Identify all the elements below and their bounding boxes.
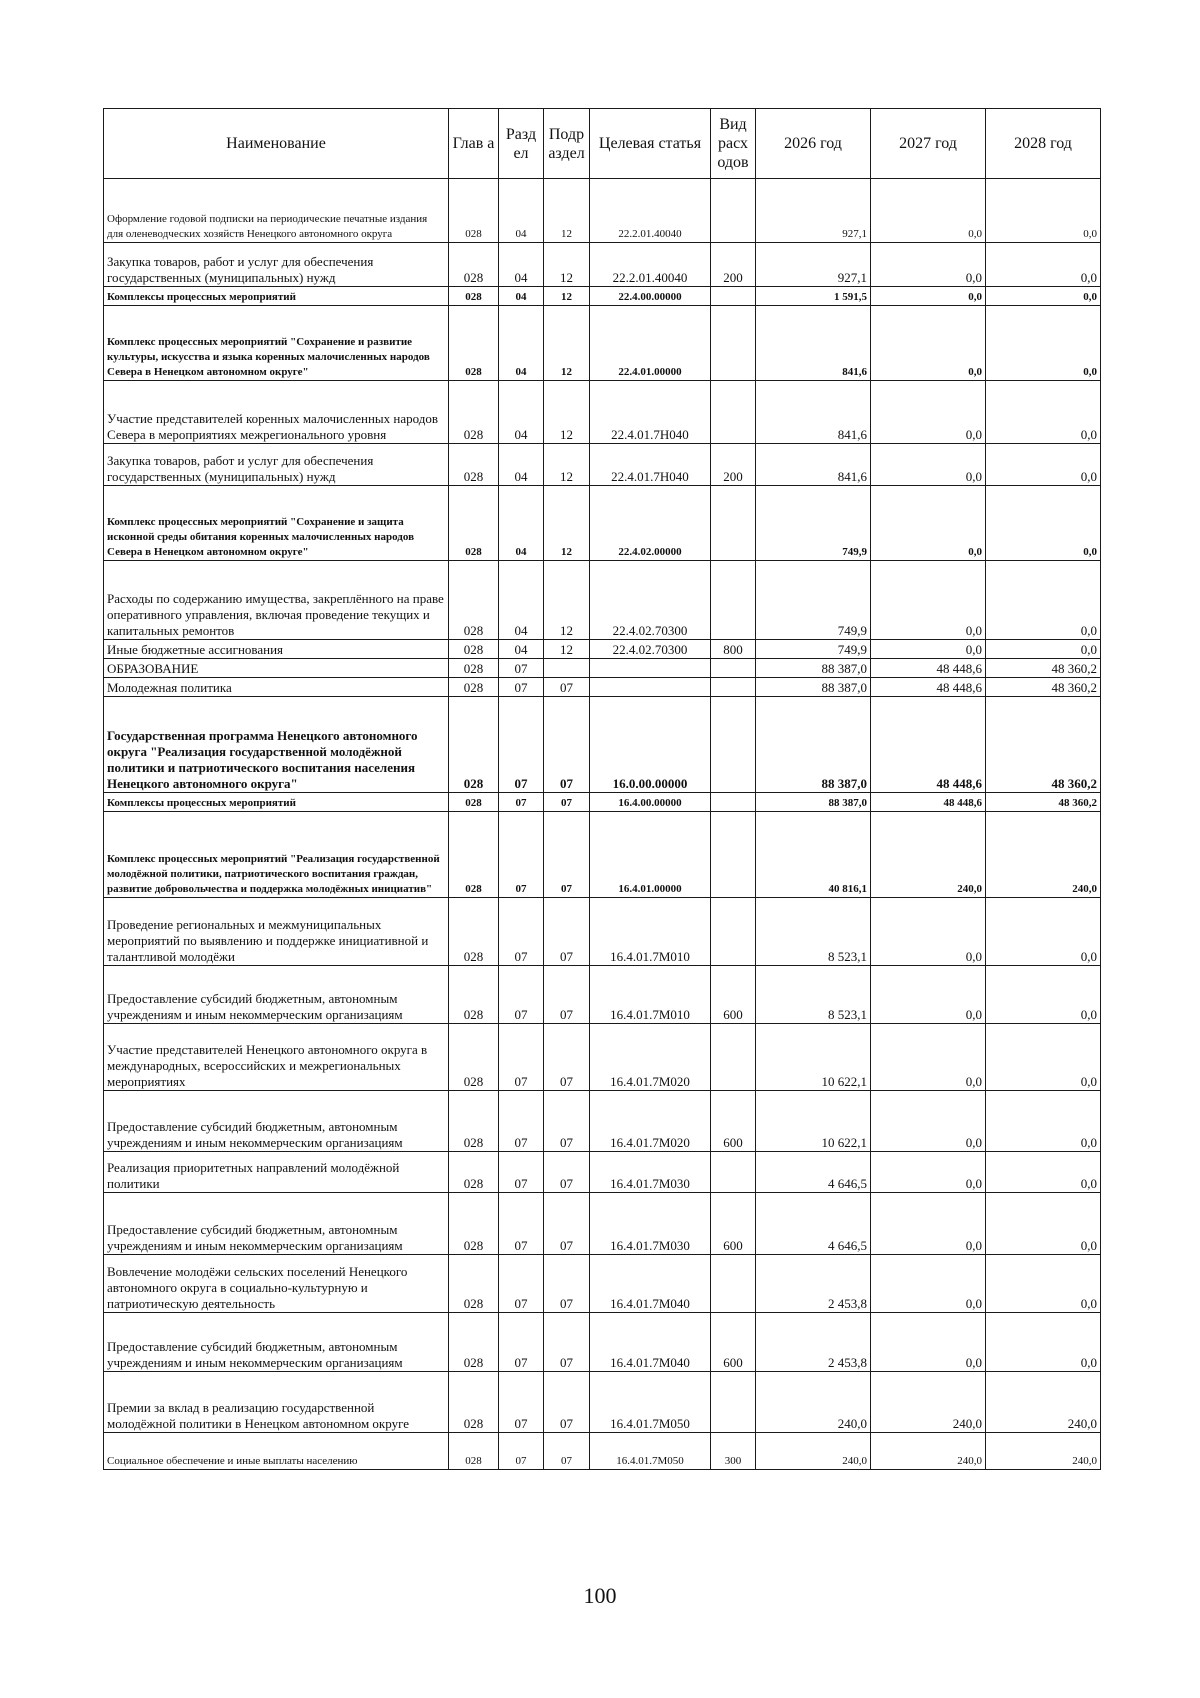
table-row <box>104 1313 1101 1372</box>
cell-glava: 028 <box>449 1313 499 1372</box>
cell-glava: 028 <box>449 659 499 678</box>
cell-razdel: 07 <box>499 697 544 793</box>
cell-name <box>104 659 449 678</box>
cell-y2026: 2 453,8 <box>756 1313 871 1372</box>
cell-y2027: 0,0 <box>871 1193 986 1255</box>
cell-name <box>104 1433 449 1470</box>
cell-podrazdel: 07 <box>544 898 590 966</box>
cell-glava: 028 <box>449 1372 499 1433</box>
cell-y2028: 48 360,2 <box>986 697 1101 793</box>
cell-y2027: 0,0 <box>871 306 986 381</box>
table-row <box>104 561 1101 640</box>
cell-y2028: 0,0 <box>986 1193 1101 1255</box>
cell-podrazdel: 07 <box>544 1433 590 1470</box>
cell-podrazdel: 12 <box>544 381 590 444</box>
cell-y2026: 40 816,1 <box>756 812 871 898</box>
cell-y2026: 2 453,8 <box>756 1255 871 1313</box>
cell-y2028: 0,0 <box>986 640 1101 659</box>
cell-y2028: 0,0 <box>986 287 1101 306</box>
table-row <box>104 179 1101 243</box>
cell-y2026: 927,1 <box>756 243 871 287</box>
cell-razdel: 04 <box>499 243 544 287</box>
cell-name-text: Оформление годовой подписки на периодические печатные издания для оленеводческих хозяйств Ненецкого автономного округа <box>107 213 428 240</box>
cell-glava: 028 <box>449 1193 499 1255</box>
cell-name <box>104 381 449 444</box>
cell-vid: 600 <box>711 1091 756 1152</box>
cell-glava: 028 <box>449 444 499 486</box>
cell-target: 16.0.00.00000 <box>590 697 711 793</box>
cell-razdel: 07 <box>499 966 544 1024</box>
cell-name-text: Закупка товаров, работ и услуг для обеспечения государственных (муниципальных) нужд <box>107 453 374 484</box>
cell-target: 16.4.01.00000 <box>590 812 711 898</box>
cell-target: 16.4.01.7М010 <box>590 898 711 966</box>
cell-y2026: 240,0 <box>756 1433 871 1470</box>
cell-vid: 600 <box>711 1193 756 1255</box>
cell-glava: 028 <box>449 1024 499 1091</box>
cell-podrazdel: 12 <box>544 243 590 287</box>
cell-name <box>104 678 449 697</box>
table-row <box>104 793 1101 812</box>
table-row <box>104 697 1101 793</box>
cell-podrazdel: 07 <box>544 1193 590 1255</box>
table-row <box>104 966 1101 1024</box>
cell-y2026: 749,9 <box>756 640 871 659</box>
cell-podrazdel: 07 <box>544 1091 590 1152</box>
cell-name-text: Молодежная политика <box>107 680 232 695</box>
cell-y2028: 240,0 <box>986 1372 1101 1433</box>
cell-name-text: Комплекс процессных мероприятий "Реализация государственной молодёжной политики, патриотического воспитания граждан, развитие добровольчества и поддержка молодёжных инициатив" <box>107 853 440 895</box>
cell-name <box>104 1152 449 1193</box>
cell-vid <box>711 1024 756 1091</box>
cell-glava: 028 <box>449 1433 499 1470</box>
cell-y2026: 88 387,0 <box>756 659 871 678</box>
cell-y2026: 841,6 <box>756 381 871 444</box>
cell-glava: 028 <box>449 640 499 659</box>
cell-name <box>104 640 449 659</box>
header-vid: Вид расх одов <box>711 109 756 179</box>
table-row <box>104 1372 1101 1433</box>
cell-vid <box>711 1152 756 1193</box>
table-row <box>104 1091 1101 1152</box>
cell-name <box>104 243 449 287</box>
cell-y2026: 88 387,0 <box>756 678 871 697</box>
cell-name-text: Расходы по содержанию имущества, закреплённого на праве оперативного управления, включая проведение текущих и капитальных ремонтов <box>107 591 444 638</box>
budget-table <box>103 108 1101 1470</box>
cell-target: 16.4.01.7М010 <box>590 966 711 1024</box>
cell-name <box>104 179 449 243</box>
cell-podrazdel: 07 <box>544 966 590 1024</box>
cell-target <box>590 659 711 678</box>
table-row <box>104 287 1101 306</box>
cell-y2028: 48 360,2 <box>986 678 1101 697</box>
cell-vid <box>711 659 756 678</box>
cell-podrazdel <box>544 659 590 678</box>
header-name: Наименование <box>104 109 449 179</box>
cell-podrazdel: 12 <box>544 306 590 381</box>
cell-y2028: 240,0 <box>986 812 1101 898</box>
cell-vid <box>711 287 756 306</box>
cell-podrazdel: 07 <box>544 1152 590 1193</box>
cell-razdel: 07 <box>499 1091 544 1152</box>
cell-y2027: 0,0 <box>871 1255 986 1313</box>
cell-y2028: 0,0 <box>986 306 1101 381</box>
cell-vid <box>711 812 756 898</box>
cell-y2027: 0,0 <box>871 444 986 486</box>
cell-glava: 028 <box>449 243 499 287</box>
cell-y2026: 88 387,0 <box>756 697 871 793</box>
cell-name-text: Участие представителей коренных малочисленных народов Севера в мероприятиях межрегионального уровня <box>107 411 439 442</box>
cell-podrazdel: 12 <box>544 640 590 659</box>
table-row <box>104 444 1101 486</box>
header-2028: 2028 год <box>986 109 1101 179</box>
cell-y2027: 48 448,6 <box>871 793 986 812</box>
cell-name-text: Комплексы процессных мероприятий <box>107 291 296 303</box>
cell-vid: 600 <box>711 966 756 1024</box>
cell-y2026: 841,6 <box>756 306 871 381</box>
cell-podrazdel: 07 <box>544 1313 590 1372</box>
page-number: 100 <box>583 1583 617 1608</box>
table-row <box>104 812 1101 898</box>
cell-y2026: 88 387,0 <box>756 793 871 812</box>
cell-target: 16.4.01.7М040 <box>590 1313 711 1372</box>
cell-y2027: 0,0 <box>871 966 986 1024</box>
cell-vid: 200 <box>711 243 756 287</box>
header-2026: 2026 год <box>756 109 871 179</box>
cell-name-text: Государственная программа Ненецкого автономного округа "Реализация государственной молодёжной политики и патриотического воспитания населения Ненецкого автономного округа" <box>107 728 418 791</box>
table-body <box>104 179 1101 1470</box>
cell-y2028: 48 360,2 <box>986 659 1101 678</box>
cell-vid <box>711 561 756 640</box>
header-razdel: Разд ел <box>499 109 544 179</box>
cell-name-text: Комплексы процессных мероприятий <box>107 797 296 809</box>
cell-name-text: Социальное обеспечение и иные выплаты населению <box>107 1455 358 1467</box>
cell-vid <box>711 179 756 243</box>
cell-podrazdel: 07 <box>544 1024 590 1091</box>
cell-y2027: 0,0 <box>871 179 986 243</box>
cell-name-text: Иные бюджетные ассигнования <box>107 642 284 657</box>
cell-y2027: 0,0 <box>871 287 986 306</box>
cell-podrazdel: 12 <box>544 287 590 306</box>
cell-razdel: 04 <box>499 561 544 640</box>
cell-target: 16.4.01.7М030 <box>590 1193 711 1255</box>
cell-name <box>104 1193 449 1255</box>
cell-y2026: 240,0 <box>756 1372 871 1433</box>
cell-razdel: 07 <box>499 1024 544 1091</box>
cell-y2028: 0,0 <box>986 966 1101 1024</box>
cell-name-text: Комплекс процессных мероприятий "Сохранение и развитие культуры, искусства и языка коренных малочисленных народов Севера в Ненецком автономном округе" <box>107 336 430 378</box>
cell-y2026: 8 523,1 <box>756 898 871 966</box>
cell-vid <box>711 486 756 561</box>
cell-y2027: 0,0 <box>871 898 986 966</box>
cell-razdel: 07 <box>499 1152 544 1193</box>
cell-name-text: Закупка товаров, работ и услуг для обеспечения государственных (муниципальных) нужд <box>107 254 374 285</box>
cell-razdel: 04 <box>499 179 544 243</box>
cell-glava: 028 <box>449 697 499 793</box>
cell-y2028: 0,0 <box>986 1091 1101 1152</box>
cell-glava: 028 <box>449 381 499 444</box>
cell-y2027: 0,0 <box>871 381 986 444</box>
cell-name <box>104 444 449 486</box>
cell-vid: 200 <box>711 444 756 486</box>
cell-y2027: 0,0 <box>871 561 986 640</box>
cell-name-text: Предоставление субсидий бюджетным, автономным учреждениям и иным некоммерческим организациям <box>107 1119 403 1150</box>
table-row <box>104 243 1101 287</box>
cell-podrazdel: 12 <box>544 486 590 561</box>
cell-razdel: 07 <box>499 1193 544 1255</box>
cell-name-text: ОБРАЗОВАНИЕ <box>107 661 199 676</box>
cell-vid <box>711 697 756 793</box>
cell-glava: 028 <box>449 306 499 381</box>
cell-y2028: 0,0 <box>986 444 1101 486</box>
cell-podrazdel: 07 <box>544 793 590 812</box>
cell-glava: 028 <box>449 678 499 697</box>
cell-name <box>104 793 449 812</box>
cell-target: 16.4.01.7М050 <box>590 1433 711 1470</box>
cell-y2027: 0,0 <box>871 640 986 659</box>
cell-razdel: 04 <box>499 640 544 659</box>
cell-target: 22.4.01.00000 <box>590 306 711 381</box>
table-row <box>104 1024 1101 1091</box>
cell-y2028: 0,0 <box>986 381 1101 444</box>
cell-razdel: 04 <box>499 287 544 306</box>
cell-y2027: 0,0 <box>871 1152 986 1193</box>
cell-glava: 028 <box>449 179 499 243</box>
cell-y2028: 0,0 <box>986 1152 1101 1193</box>
cell-y2027: 0,0 <box>871 1091 986 1152</box>
cell-name <box>104 697 449 793</box>
cell-y2028: 0,0 <box>986 179 1101 243</box>
cell-y2026: 1 591,5 <box>756 287 871 306</box>
cell-podrazdel: 12 <box>544 179 590 243</box>
cell-vid: 300 <box>711 1433 756 1470</box>
cell-name-text: Реализация приоритетных направлений молодёжной политики <box>107 1160 400 1191</box>
cell-vid <box>711 898 756 966</box>
cell-vid <box>711 306 756 381</box>
cell-target: 22.2.01.40040 <box>590 243 711 287</box>
table-row <box>104 640 1101 659</box>
cell-razdel: 07 <box>499 1313 544 1372</box>
table-row <box>104 659 1101 678</box>
table-row <box>104 381 1101 444</box>
cell-razdel: 07 <box>499 678 544 697</box>
cell-razdel: 04 <box>499 444 544 486</box>
cell-y2026: 749,9 <box>756 561 871 640</box>
table-row <box>104 678 1101 697</box>
cell-name <box>104 486 449 561</box>
cell-y2027: 240,0 <box>871 812 986 898</box>
cell-glava: 028 <box>449 793 499 812</box>
cell-y2028: 0,0 <box>986 1024 1101 1091</box>
cell-razdel: 07 <box>499 1372 544 1433</box>
cell-podrazdel: 07 <box>544 678 590 697</box>
cell-target: 16.4.01.7М050 <box>590 1372 711 1433</box>
cell-razdel: 04 <box>499 381 544 444</box>
cell-vid: 800 <box>711 640 756 659</box>
cell-glava: 028 <box>449 1255 499 1313</box>
cell-name-text: Предоставление субсидий бюджетным, автономным учреждениям и иным некоммерческим организациям <box>107 991 403 1022</box>
cell-y2026: 749,9 <box>756 486 871 561</box>
cell-glava: 028 <box>449 486 499 561</box>
cell-name-text: Предоставление субсидий бюджетным, автономным учреждениям и иным некоммерческим организациям <box>107 1339 403 1370</box>
table-row <box>104 306 1101 381</box>
cell-y2026: 8 523,1 <box>756 966 871 1024</box>
cell-y2028: 0,0 <box>986 898 1101 966</box>
header-target: Целевая статья <box>590 109 711 179</box>
cell-target: 22.2.01.40040 <box>590 179 711 243</box>
cell-y2027: 48 448,6 <box>871 659 986 678</box>
cell-y2027: 48 448,6 <box>871 697 986 793</box>
cell-podrazdel: 07 <box>544 697 590 793</box>
header-2027: 2027 год <box>871 109 986 179</box>
cell-y2028: 0,0 <box>986 1313 1101 1372</box>
cell-target: 22.4.02.00000 <box>590 486 711 561</box>
cell-y2027: 0,0 <box>871 1313 986 1372</box>
cell-y2028: 0,0 <box>986 243 1101 287</box>
cell-target: 22.4.02.70300 <box>590 561 711 640</box>
cell-vid <box>711 1372 756 1433</box>
table-row <box>104 898 1101 966</box>
cell-vid <box>711 678 756 697</box>
cell-y2027: 48 448,6 <box>871 678 986 697</box>
table-row <box>104 486 1101 561</box>
cell-target <box>590 678 711 697</box>
cell-name-text: Премии за вклад в реализацию государственной молодёжной политики в Ненецком автономном округе <box>107 1400 409 1431</box>
header-podrazdel: Подр аздел <box>544 109 590 179</box>
cell-vid <box>711 1255 756 1313</box>
cell-y2026: 10 622,1 <box>756 1024 871 1091</box>
cell-y2027: 240,0 <box>871 1433 986 1470</box>
cell-razdel: 07 <box>499 898 544 966</box>
table-row <box>104 1193 1101 1255</box>
cell-podrazdel: 07 <box>544 812 590 898</box>
table-row <box>104 1433 1101 1470</box>
cell-razdel: 07 <box>499 1433 544 1470</box>
cell-name <box>104 306 449 381</box>
cell-target: 22.4.00.00000 <box>590 287 711 306</box>
cell-target: 16.4.01.7М040 <box>590 1255 711 1313</box>
cell-name-text: Вовлечение молодёжи сельских поселений Ненецкого автономного округа в социально-культурную и патриотическую деятельность <box>107 1264 408 1311</box>
cell-target: 16.4.01.7М020 <box>590 1024 711 1091</box>
cell-y2026: 841,6 <box>756 444 871 486</box>
cell-name <box>104 1024 449 1091</box>
cell-razdel: 07 <box>499 659 544 678</box>
cell-razdel: 07 <box>499 812 544 898</box>
cell-razdel: 04 <box>499 486 544 561</box>
cell-vid: 600 <box>711 1313 756 1372</box>
cell-glava: 028 <box>449 287 499 306</box>
cell-vid <box>711 793 756 812</box>
cell-y2027: 0,0 <box>871 243 986 287</box>
cell-name <box>104 1313 449 1372</box>
cell-name <box>104 561 449 640</box>
cell-target: 16.4.01.7М020 <box>590 1091 711 1152</box>
cell-y2027: 0,0 <box>871 486 986 561</box>
cell-y2028: 240,0 <box>986 1433 1101 1470</box>
cell-name <box>104 287 449 306</box>
cell-target: 16.4.00.00000 <box>590 793 711 812</box>
cell-target: 22.4.01.7Н040 <box>590 381 711 444</box>
cell-y2026: 927,1 <box>756 179 871 243</box>
cell-y2028: 0,0 <box>986 486 1101 561</box>
cell-y2028: 0,0 <box>986 561 1101 640</box>
cell-glava: 028 <box>449 898 499 966</box>
cell-podrazdel: 07 <box>544 1255 590 1313</box>
cell-glava: 028 <box>449 1091 499 1152</box>
document-page <box>103 108 1100 1470</box>
cell-name <box>104 1255 449 1313</box>
cell-name <box>104 1372 449 1433</box>
cell-target: 22.4.01.7Н040 <box>590 444 711 486</box>
cell-y2026: 4 646,5 <box>756 1152 871 1193</box>
cell-name <box>104 966 449 1024</box>
cell-razdel: 07 <box>499 793 544 812</box>
table-header-row <box>104 109 1101 179</box>
table-row <box>104 1255 1101 1313</box>
table-row <box>104 1152 1101 1193</box>
cell-name <box>104 898 449 966</box>
cell-y2028: 48 360,2 <box>986 793 1101 812</box>
cell-podrazdel: 12 <box>544 561 590 640</box>
cell-podrazdel: 12 <box>544 444 590 486</box>
cell-target: 22.4.02.70300 <box>590 640 711 659</box>
cell-y2027: 240,0 <box>871 1372 986 1433</box>
cell-glava: 028 <box>449 1152 499 1193</box>
cell-glava: 028 <box>449 561 499 640</box>
cell-y2026: 4 646,5 <box>756 1193 871 1255</box>
cell-name-text: Комплекс процессных мероприятий "Сохранение и защита исконной среды обитания коренных малочисленных народов Севера в Ненецком автономном округе" <box>107 516 415 558</box>
cell-y2027: 0,0 <box>871 1024 986 1091</box>
cell-name-text: Предоставление субсидий бюджетным, автономным учреждениям и иным некоммерческим организациям <box>107 1222 403 1253</box>
cell-glava: 028 <box>449 966 499 1024</box>
cell-name-text: Проведение региональных и межмуниципальных мероприятий по выявлению и поддержке инициативной и талантливой молодёжи <box>107 917 429 964</box>
cell-glava: 028 <box>449 812 499 898</box>
cell-razdel: 04 <box>499 306 544 381</box>
cell-target: 16.4.01.7М030 <box>590 1152 711 1193</box>
cell-name <box>104 1091 449 1152</box>
header-glava: Глав а <box>449 109 499 179</box>
cell-name-text: Участие представителей Ненецкого автономного округа в международных, всероссийских и межрегиональных мероприятиях <box>107 1042 428 1089</box>
cell-name <box>104 812 449 898</box>
cell-podrazdel: 07 <box>544 1372 590 1433</box>
cell-y2026: 10 622,1 <box>756 1091 871 1152</box>
cell-vid <box>711 381 756 444</box>
cell-razdel: 07 <box>499 1255 544 1313</box>
cell-y2028: 0,0 <box>986 1255 1101 1313</box>
